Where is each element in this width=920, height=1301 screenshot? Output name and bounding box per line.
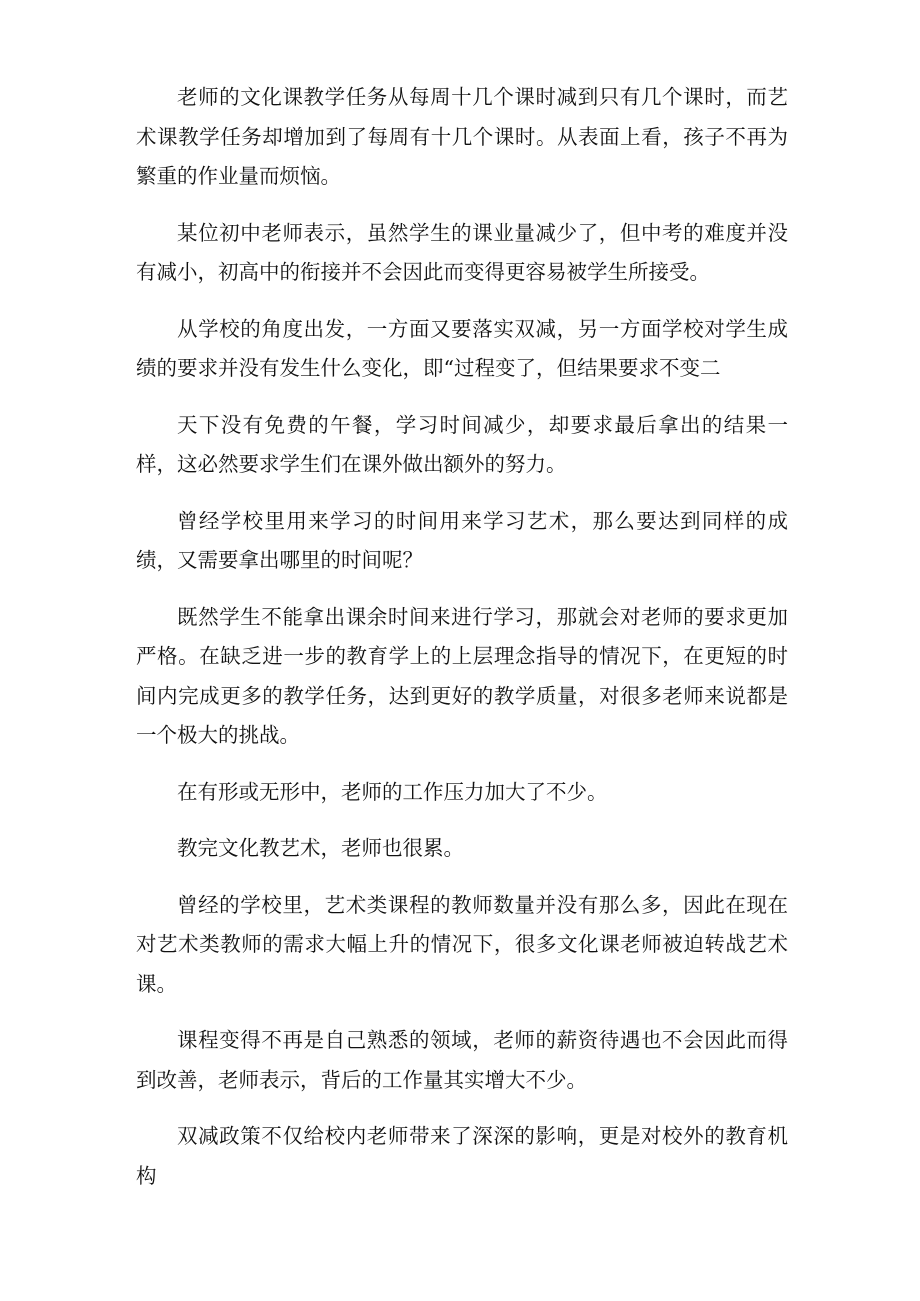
paragraph-4: 天下没有免费的午餐，学习时间减少，却要求最后拿出的结果一样，这必然要求学生们在课外做出额外的努力。	[136, 412, 788, 476]
paragraph-7: 在有形或无形中，老师的工作压力加大了不少。	[177, 779, 608, 804]
paragraph-10: 课程变得不再是自己熟悉的领域，老师的薪资待遇也不会因此而得到改善，老师表示，背后的工作量其实增大不少。	[136, 1028, 788, 1092]
paragraph-11: 双减政策不仅给校内老师带来了深深的影响，更是对校外的教育机构	[136, 1124, 788, 1188]
paragraph-1: 老师的文化课教学任务从每周十几个课时减到只有几个课时，而艺术课教学任务却增加到了每周有十几个课时。从表面上看，孩子不再为繁重的作业量而烦恼。	[136, 85, 788, 188]
paragraph-6: 既然学生不能拿出课余时间来进行学习，那就会对老师的要求更加严格。在缺乏进一步的教育学上的上层理念指导的情况下，在更短的时间内完成更多的教学任务，达到更好的教学质量，对很多老师来说都是一个极大的挑战。	[136, 604, 788, 747]
paragraph-2: 某位初中老师表示，虽然学生的课业量减少了，但中考的难度并没有减小，初高中的衔接并不会因此而变得更容易被学生所接受。	[136, 220, 788, 284]
paragraph-8: 教完文化教艺术，老师也很累。	[177, 836, 464, 860]
document-body	[136, 78, 788, 1213]
paragraph-3: 从学校的角度出发，一方面又要落实双减，另一方面学校对学生成绩的要求并没有发生什么变化，即“过程变了，但结果要求不变二	[136, 316, 788, 380]
paragraph-9: 曾经的学校里，艺术类课程的教师数量并没有那么多，因此在现在对艺术类教师的需求大幅上升的情况下，很多文化课老师被迫转战艺术课。	[136, 892, 788, 996]
paragraph-5: 曾经学校里用来学习的时间用来学习艺术，那么要达到同样的成绩，又需要拿出哪里的时间呢？	[136, 508, 788, 572]
